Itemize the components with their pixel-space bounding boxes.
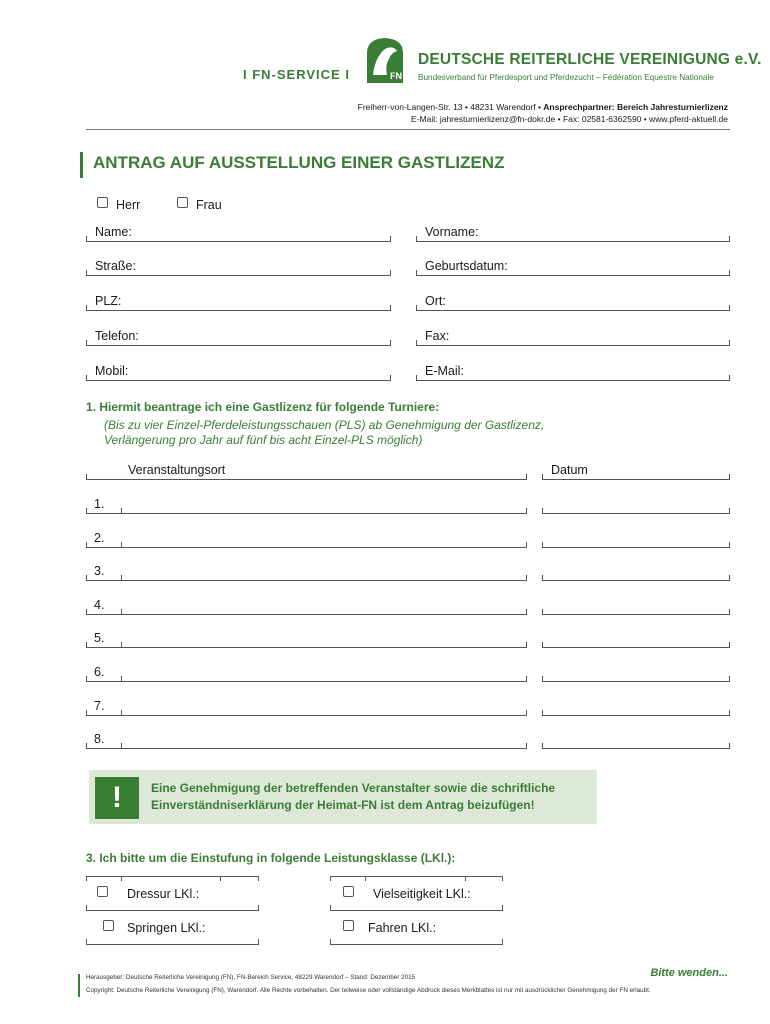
ort-label: Ort:: [425, 294, 446, 308]
veranstaltungsort-field[interactable]: [86, 580, 527, 581]
lk-box-top-line: [330, 876, 503, 877]
vorname-label: Vorname:: [425, 225, 479, 239]
field-tick: [526, 575, 527, 580]
field-tick: [121, 642, 122, 647]
dressur-label: Dressur LKl.:: [127, 887, 200, 901]
fahren-field[interactable]: [330, 944, 503, 945]
page-title: ANTRAG AUF AUSSTELLUNG EINER GASTLIZENZ: [93, 153, 505, 172]
field-tick: [121, 508, 122, 513]
field-tick: [220, 876, 221, 881]
field-tick: [416, 340, 417, 345]
field-tick: [390, 270, 391, 275]
svg-text:FN: FN: [390, 71, 402, 81]
field-tick: [416, 270, 417, 275]
field-tick: [526, 676, 527, 681]
field-tick: [330, 939, 331, 944]
field-tick: [542, 743, 543, 748]
fn-horse-logo-icon: [363, 35, 407, 85]
strasse-field[interactable]: [86, 275, 391, 276]
field-tick: [542, 474, 543, 479]
frau-checkbox[interactable]: [177, 197, 188, 208]
field-tick: [121, 743, 122, 748]
datum-field[interactable]: [542, 681, 730, 682]
field-tick: [86, 508, 87, 513]
field-tick: [86, 305, 87, 310]
field-tick: [121, 676, 122, 681]
row-number: 2.: [94, 530, 105, 545]
ort-field[interactable]: [416, 310, 730, 311]
footer-accent-bar: [78, 974, 80, 997]
field-tick: [121, 876, 122, 881]
field-tick: [729, 236, 730, 241]
vielseitigkeit-label: Vielseitigkeit LKl.:: [373, 887, 471, 901]
field-tick: [729, 340, 730, 345]
fahren-checkbox[interactable]: [343, 920, 354, 931]
fahren-label: Fahren LKl.:: [368, 921, 437, 935]
field-tick: [542, 542, 543, 547]
email-field[interactable]: [416, 380, 730, 381]
field-tick: [390, 375, 391, 380]
field-tick: [542, 508, 543, 513]
field-tick: [729, 609, 730, 614]
veranstaltungsort-field[interactable]: [86, 614, 527, 615]
col-header-datum: Datum: [551, 463, 588, 477]
mobil-label: Mobil:: [95, 364, 129, 378]
plz-field[interactable]: [86, 310, 391, 311]
field-tick: [86, 676, 87, 681]
field-tick: [526, 710, 527, 715]
footer-publisher: Herausgeber: Deutsche Reiterliche Vereinigung (FN), FN-Bereich Service, 48229 Warendorf – Stand: Dezember 2015: [86, 974, 416, 981]
field-tick: [729, 743, 730, 748]
plz-label: PLZ:: [95, 294, 122, 308]
field-tick: [502, 939, 503, 944]
row-number: 7.: [94, 698, 105, 713]
section-3-heading: 3. Ich bitte um die Einstufung in folgende Leistungsklasse (LKl.):: [86, 851, 456, 865]
row-number: 6.: [94, 665, 105, 679]
row-number: 5.: [94, 631, 105, 646]
field-tick: [86, 575, 87, 580]
field-tick: [86, 542, 87, 547]
field-tick: [330, 905, 331, 910]
field-tick: [86, 236, 87, 241]
field-tick: [86, 270, 87, 275]
geburtsdatum-field[interactable]: [416, 275, 730, 276]
field-tick: [526, 508, 527, 513]
field-tick: [86, 609, 87, 614]
telefon-field[interactable]: [86, 345, 391, 346]
field-tick: [121, 542, 122, 547]
bitte-wenden-text: Bitte wenden...: [650, 967, 728, 979]
field-tick: [542, 710, 543, 715]
datum-field[interactable]: [542, 748, 730, 749]
vorname-field[interactable]: [416, 241, 730, 242]
field-tick: [526, 743, 527, 748]
address-line-1: Freiherr-von-Langen-Str. 13 • 48231 Warendorf • Ansprechpartner: Bereich Jahresturnierlizenz: [357, 102, 728, 112]
veranstaltungsort-field[interactable]: [86, 547, 527, 548]
veranstaltungsort-field[interactable]: [86, 748, 527, 749]
footer-copyright: Copyright: Deutsche Reiterliche Vereinigung (FN), Warendorf. Alle Rechte vorbehalten. Der teilweise oder vollständige Abdruck dieses Merkblattes ist nur mit ausdrücklicher Genehmigung der FN erlaubt.: [86, 987, 651, 994]
datum-field[interactable]: [542, 547, 730, 548]
dressur-checkbox[interactable]: [97, 886, 108, 897]
name-field[interactable]: [86, 241, 391, 242]
veranstaltungsort-field[interactable]: [86, 715, 527, 716]
field-tick: [465, 876, 466, 881]
geburtsdatum-label: Geburtsdatum:: [425, 259, 508, 273]
section-1-note-line-1: (Bis zu vier Einzel-Pferdeleistungsschauen (PLS) ab Genehmigung der Gastlizenz,: [104, 418, 545, 432]
field-tick: [542, 575, 543, 580]
veranstaltungsort-field[interactable]: [86, 681, 527, 682]
springen-checkbox[interactable]: [103, 920, 114, 931]
field-tick: [542, 676, 543, 681]
table-header-line: [542, 479, 730, 480]
dressur-field[interactable]: [86, 910, 259, 911]
col-header-veranstaltungsort: Veranstaltungsort: [128, 463, 226, 477]
field-tick: [258, 939, 259, 944]
field-tick: [86, 876, 87, 881]
veranstaltungsort-field[interactable]: [86, 513, 527, 514]
fax-field[interactable]: [416, 345, 730, 346]
field-tick: [86, 710, 87, 715]
row-number: 4.: [94, 597, 105, 612]
field-tick: [729, 375, 730, 380]
address-line-2: E-Mail: jahresturnierlizenz@fn-dokr.de • Fax: 02581-6362590 • www.pferd-aktuell.de: [411, 114, 728, 124]
section-1-heading: 1. Hiermit beantrage ich eine Gastlizenz für folgende Turniere:: [86, 400, 440, 414]
field-tick: [390, 236, 391, 241]
field-tick: [86, 340, 87, 345]
field-tick: [502, 876, 503, 881]
field-tick: [526, 542, 527, 547]
springen-label: Springen LKl.:: [127, 921, 206, 935]
row-number: 1.: [94, 497, 105, 511]
field-tick: [365, 876, 366, 881]
herr-checkbox[interactable]: [97, 197, 108, 208]
title-accent-bar: [80, 152, 83, 178]
telefon-label: Telefon:: [95, 329, 139, 343]
datum-field[interactable]: [542, 580, 730, 581]
herr-label: Herr: [116, 198, 141, 212]
field-tick: [729, 542, 730, 547]
lk-box-top-line: [86, 876, 259, 877]
strasse-label: Straße:: [95, 259, 136, 273]
field-tick: [526, 642, 527, 647]
field-tick: [729, 508, 730, 513]
field-tick: [729, 710, 730, 715]
veranstaltungsort-field[interactable]: [86, 647, 527, 648]
field-tick: [121, 710, 122, 715]
field-tick: [729, 642, 730, 647]
field-tick: [729, 676, 730, 681]
field-tick: [86, 905, 87, 910]
field-tick: [86, 474, 87, 479]
field-tick: [258, 905, 259, 910]
org-name: DEUTSCHE REITERLICHE VEREINIGUNG e.V.: [418, 51, 762, 68]
field-tick: [86, 743, 87, 748]
field-tick: [729, 474, 730, 479]
row-number: 8.: [94, 732, 105, 747]
mobil-field[interactable]: [86, 380, 391, 381]
name-label: Name:: [95, 225, 132, 239]
field-tick: [258, 876, 259, 881]
datum-field[interactable]: [542, 513, 730, 514]
section-1-note-line-2: Verlängerung pro Jahr auf fünf bis acht Einzel-PLS möglich): [104, 433, 423, 447]
field-tick: [526, 609, 527, 614]
org-subtitle: Bundesverband für Pferdesport und Pferdezucht – Fédération Equestre Nationale: [418, 73, 714, 82]
notice-line-1: Eine Genehmigung der betreffenden Veranstalter sowie die schriftliche: [151, 781, 556, 795]
field-tick: [121, 575, 122, 580]
springen-field[interactable]: [86, 944, 259, 945]
notice-box: [89, 770, 597, 824]
field-tick: [729, 305, 730, 310]
header-divider: [86, 129, 730, 130]
vielseitigkeit-checkbox[interactable]: [343, 886, 354, 897]
field-tick: [526, 474, 527, 479]
field-tick: [542, 609, 543, 614]
field-tick: [416, 375, 417, 380]
field-tick: [416, 305, 417, 310]
field-tick: [542, 642, 543, 647]
field-tick: [86, 375, 87, 380]
notice-line-2: Einverständniserklärung der Heimat-FN ist dem Antrag beizufügen!: [151, 798, 535, 812]
datum-field[interactable]: [542, 647, 730, 648]
datum-field[interactable]: [542, 614, 730, 615]
field-tick: [390, 340, 391, 345]
field-tick: [502, 905, 503, 910]
email-label: E-Mail:: [425, 364, 464, 378]
vielseitigkeit-field[interactable]: [330, 910, 503, 911]
datum-field[interactable]: [542, 715, 730, 716]
field-tick: [729, 575, 730, 580]
field-tick: [416, 236, 417, 241]
row-number: 3.: [94, 564, 105, 579]
table-header-line: [86, 479, 527, 480]
field-tick: [390, 305, 391, 310]
field-tick: [729, 270, 730, 275]
fn-service-label: I FN-SERVICE I: [243, 67, 350, 82]
field-tick: [86, 642, 87, 647]
fax-label: Fax:: [425, 329, 450, 343]
exclamation-icon: !: [95, 777, 139, 819]
field-tick: [330, 876, 331, 881]
field-tick: [86, 939, 87, 944]
frau-label: Frau: [196, 198, 222, 212]
field-tick: [121, 609, 122, 614]
